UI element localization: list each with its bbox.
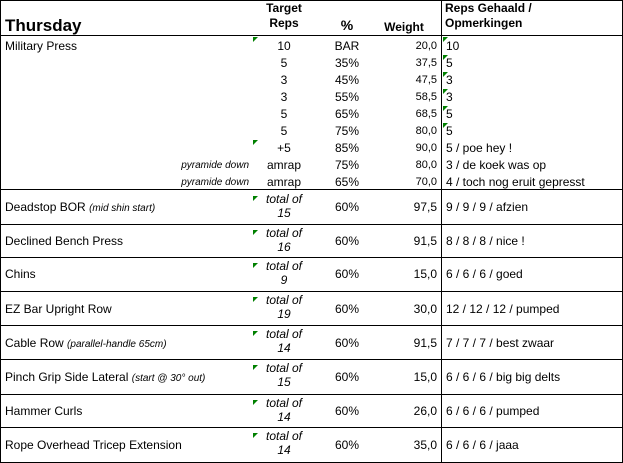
total-reps xyxy=(251,327,317,355)
target-reps-header-line1: Target xyxy=(266,1,302,15)
reps-done: 5 xyxy=(446,56,453,70)
target-reps-header xyxy=(251,1,317,31)
percent: 45% xyxy=(334,73,360,87)
percent: 75% xyxy=(334,158,360,172)
exercise-subnote: (start @ 30° out) xyxy=(131,373,206,384)
weight: 91,5 xyxy=(413,234,437,248)
percent: BAR xyxy=(334,39,360,53)
weight: 97,5 xyxy=(413,200,437,214)
row-divider xyxy=(1,291,622,292)
total-value: 14 xyxy=(277,341,291,355)
percent: 60% xyxy=(334,438,360,452)
total-reps xyxy=(251,293,317,321)
total-reps xyxy=(251,396,317,424)
total-value: 16 xyxy=(277,240,291,254)
set-note: pyramide down xyxy=(181,177,249,188)
exercise-name-text: Deadstop BOR xyxy=(5,200,86,214)
weight: 58,5 xyxy=(415,91,437,103)
weight: 20,0 xyxy=(415,40,437,52)
row-divider xyxy=(1,257,622,258)
target-reps: amrap xyxy=(266,175,301,189)
percent: 60% xyxy=(334,370,360,384)
row-divider xyxy=(1,359,622,360)
total-label: total of xyxy=(265,192,303,206)
reps-done-header-line1: Reps Gehaald / xyxy=(445,1,532,15)
percent: 65% xyxy=(334,107,360,121)
total-label: total of xyxy=(265,293,303,307)
exercise-name xyxy=(5,336,167,350)
reps-done: 4 / toch nog eruit gepresst xyxy=(446,175,585,189)
total-label: total of xyxy=(265,429,303,443)
percent: 60% xyxy=(334,404,360,418)
weight: 91,5 xyxy=(413,336,437,350)
percent: 55% xyxy=(334,90,360,104)
reps-done: 5 xyxy=(446,107,453,121)
exercise-name xyxy=(5,302,112,316)
reps-done: 12 / 12 / 12 / pumped xyxy=(446,302,560,316)
reps-done: 6 / 6 / 6 / big big delts xyxy=(446,370,561,384)
reps-done: 5 xyxy=(446,124,453,138)
weight: 80,0 xyxy=(415,125,437,137)
weight: 80,0 xyxy=(415,159,437,171)
weight: 15,0 xyxy=(413,267,437,281)
total-value: 14 xyxy=(277,443,291,457)
total-reps xyxy=(251,259,317,287)
day-title: Thursday xyxy=(5,16,82,35)
total-label: total of xyxy=(265,226,303,240)
exercise-name-text: Hammer Curls xyxy=(5,404,83,418)
percent: 35% xyxy=(334,56,360,70)
exercise-name xyxy=(5,200,155,214)
percent: 75% xyxy=(334,124,360,138)
target-reps-header-line2: Reps xyxy=(269,16,299,30)
weight: 70,0 xyxy=(415,176,437,188)
reps-done: 6 / 6 / 6 / goed xyxy=(446,267,523,281)
reps-done: 7 / 7 / 7 / best zwaar xyxy=(446,336,555,350)
row-divider xyxy=(1,394,622,395)
reps-done: 3 / de koek was op xyxy=(446,158,547,172)
weight: 35,0 xyxy=(413,438,437,452)
target-reps: +5 xyxy=(277,141,291,155)
total-value: 15 xyxy=(277,206,291,220)
set-note: pyramide down xyxy=(181,160,249,171)
total-label: total of xyxy=(265,327,303,341)
target-reps: 5 xyxy=(280,124,288,138)
row-divider xyxy=(1,427,622,428)
row-divider xyxy=(1,224,622,225)
exercise-subnote: (parallel-handle 65cm) xyxy=(67,339,167,350)
weight: 68,5 xyxy=(415,108,437,120)
target-reps: 3 xyxy=(280,73,288,87)
total-value: 19 xyxy=(277,307,291,321)
reps-done: 6 / 6 / 6 / pumped xyxy=(446,404,540,418)
weight: 90,0 xyxy=(415,142,437,154)
exercise-name xyxy=(5,234,123,248)
percent: 60% xyxy=(334,234,360,248)
exercise-name-text: Declined Bench Press xyxy=(5,234,124,248)
percent: 60% xyxy=(334,336,360,350)
target-reps: 5 xyxy=(280,56,288,70)
column-divider xyxy=(441,1,442,462)
exercise-name-text: Pinch Grip Side Lateral xyxy=(5,370,129,384)
reps-done: 6 / 6 / 6 / jaaa xyxy=(446,438,519,452)
target-reps: amrap xyxy=(266,158,301,172)
reps-done: 9 / 9 / 9 / afzien xyxy=(446,200,529,214)
reps-done: 3 xyxy=(446,73,453,87)
percent-header: % xyxy=(340,17,354,33)
exercise-subnote: (mid shin start) xyxy=(89,203,156,214)
weight: 26,0 xyxy=(413,404,437,418)
reps-done: 3 xyxy=(446,90,453,104)
row-divider xyxy=(1,189,622,190)
exercise-name xyxy=(5,267,36,281)
percent: 85% xyxy=(334,141,360,155)
exercise-name xyxy=(5,404,82,418)
weight: 47,5 xyxy=(415,74,437,86)
percent: 65% xyxy=(334,175,360,189)
percent: 60% xyxy=(334,200,360,214)
reps-done: 5 / poe hey ! xyxy=(446,141,513,155)
target-reps: 3 xyxy=(280,90,288,104)
total-label: total of xyxy=(265,259,303,273)
reps-done-header xyxy=(445,1,532,31)
percent: 60% xyxy=(334,302,360,316)
total-reps xyxy=(251,361,317,389)
exercise-name xyxy=(5,370,205,384)
reps-done-header-line2: Opmerkingen xyxy=(445,16,523,30)
reps-done: 8 / 8 / 8 / nice ! xyxy=(446,234,525,248)
weight: 15,0 xyxy=(413,370,437,384)
target-reps: 10 xyxy=(277,39,291,53)
weight: 37,5 xyxy=(415,57,437,69)
weight-header: Weight xyxy=(384,20,424,34)
weight: 30,0 xyxy=(413,302,437,316)
reps-done: 10 xyxy=(446,39,460,53)
exercise-name-text: Cable Row xyxy=(5,336,64,350)
target-reps: 5 xyxy=(280,107,288,121)
percent: 60% xyxy=(334,267,360,281)
total-reps xyxy=(251,192,317,220)
total-reps xyxy=(251,429,317,457)
exercise-name: Military Press xyxy=(5,39,78,53)
header-divider xyxy=(1,35,622,36)
exercise-name-text: Chins xyxy=(5,267,36,281)
exercise-name-text: EZ Bar Upright Row xyxy=(5,302,112,316)
total-value: 14 xyxy=(277,410,291,424)
total-value: 15 xyxy=(277,375,291,389)
row-divider xyxy=(1,325,622,326)
total-value: 9 xyxy=(280,273,288,287)
exercise-name xyxy=(5,438,182,452)
total-reps xyxy=(251,226,317,254)
total-label: total of xyxy=(265,361,303,375)
total-label: total of xyxy=(265,396,303,410)
exercise-name-text: Rope Overhead Tricep Extension xyxy=(5,438,182,452)
